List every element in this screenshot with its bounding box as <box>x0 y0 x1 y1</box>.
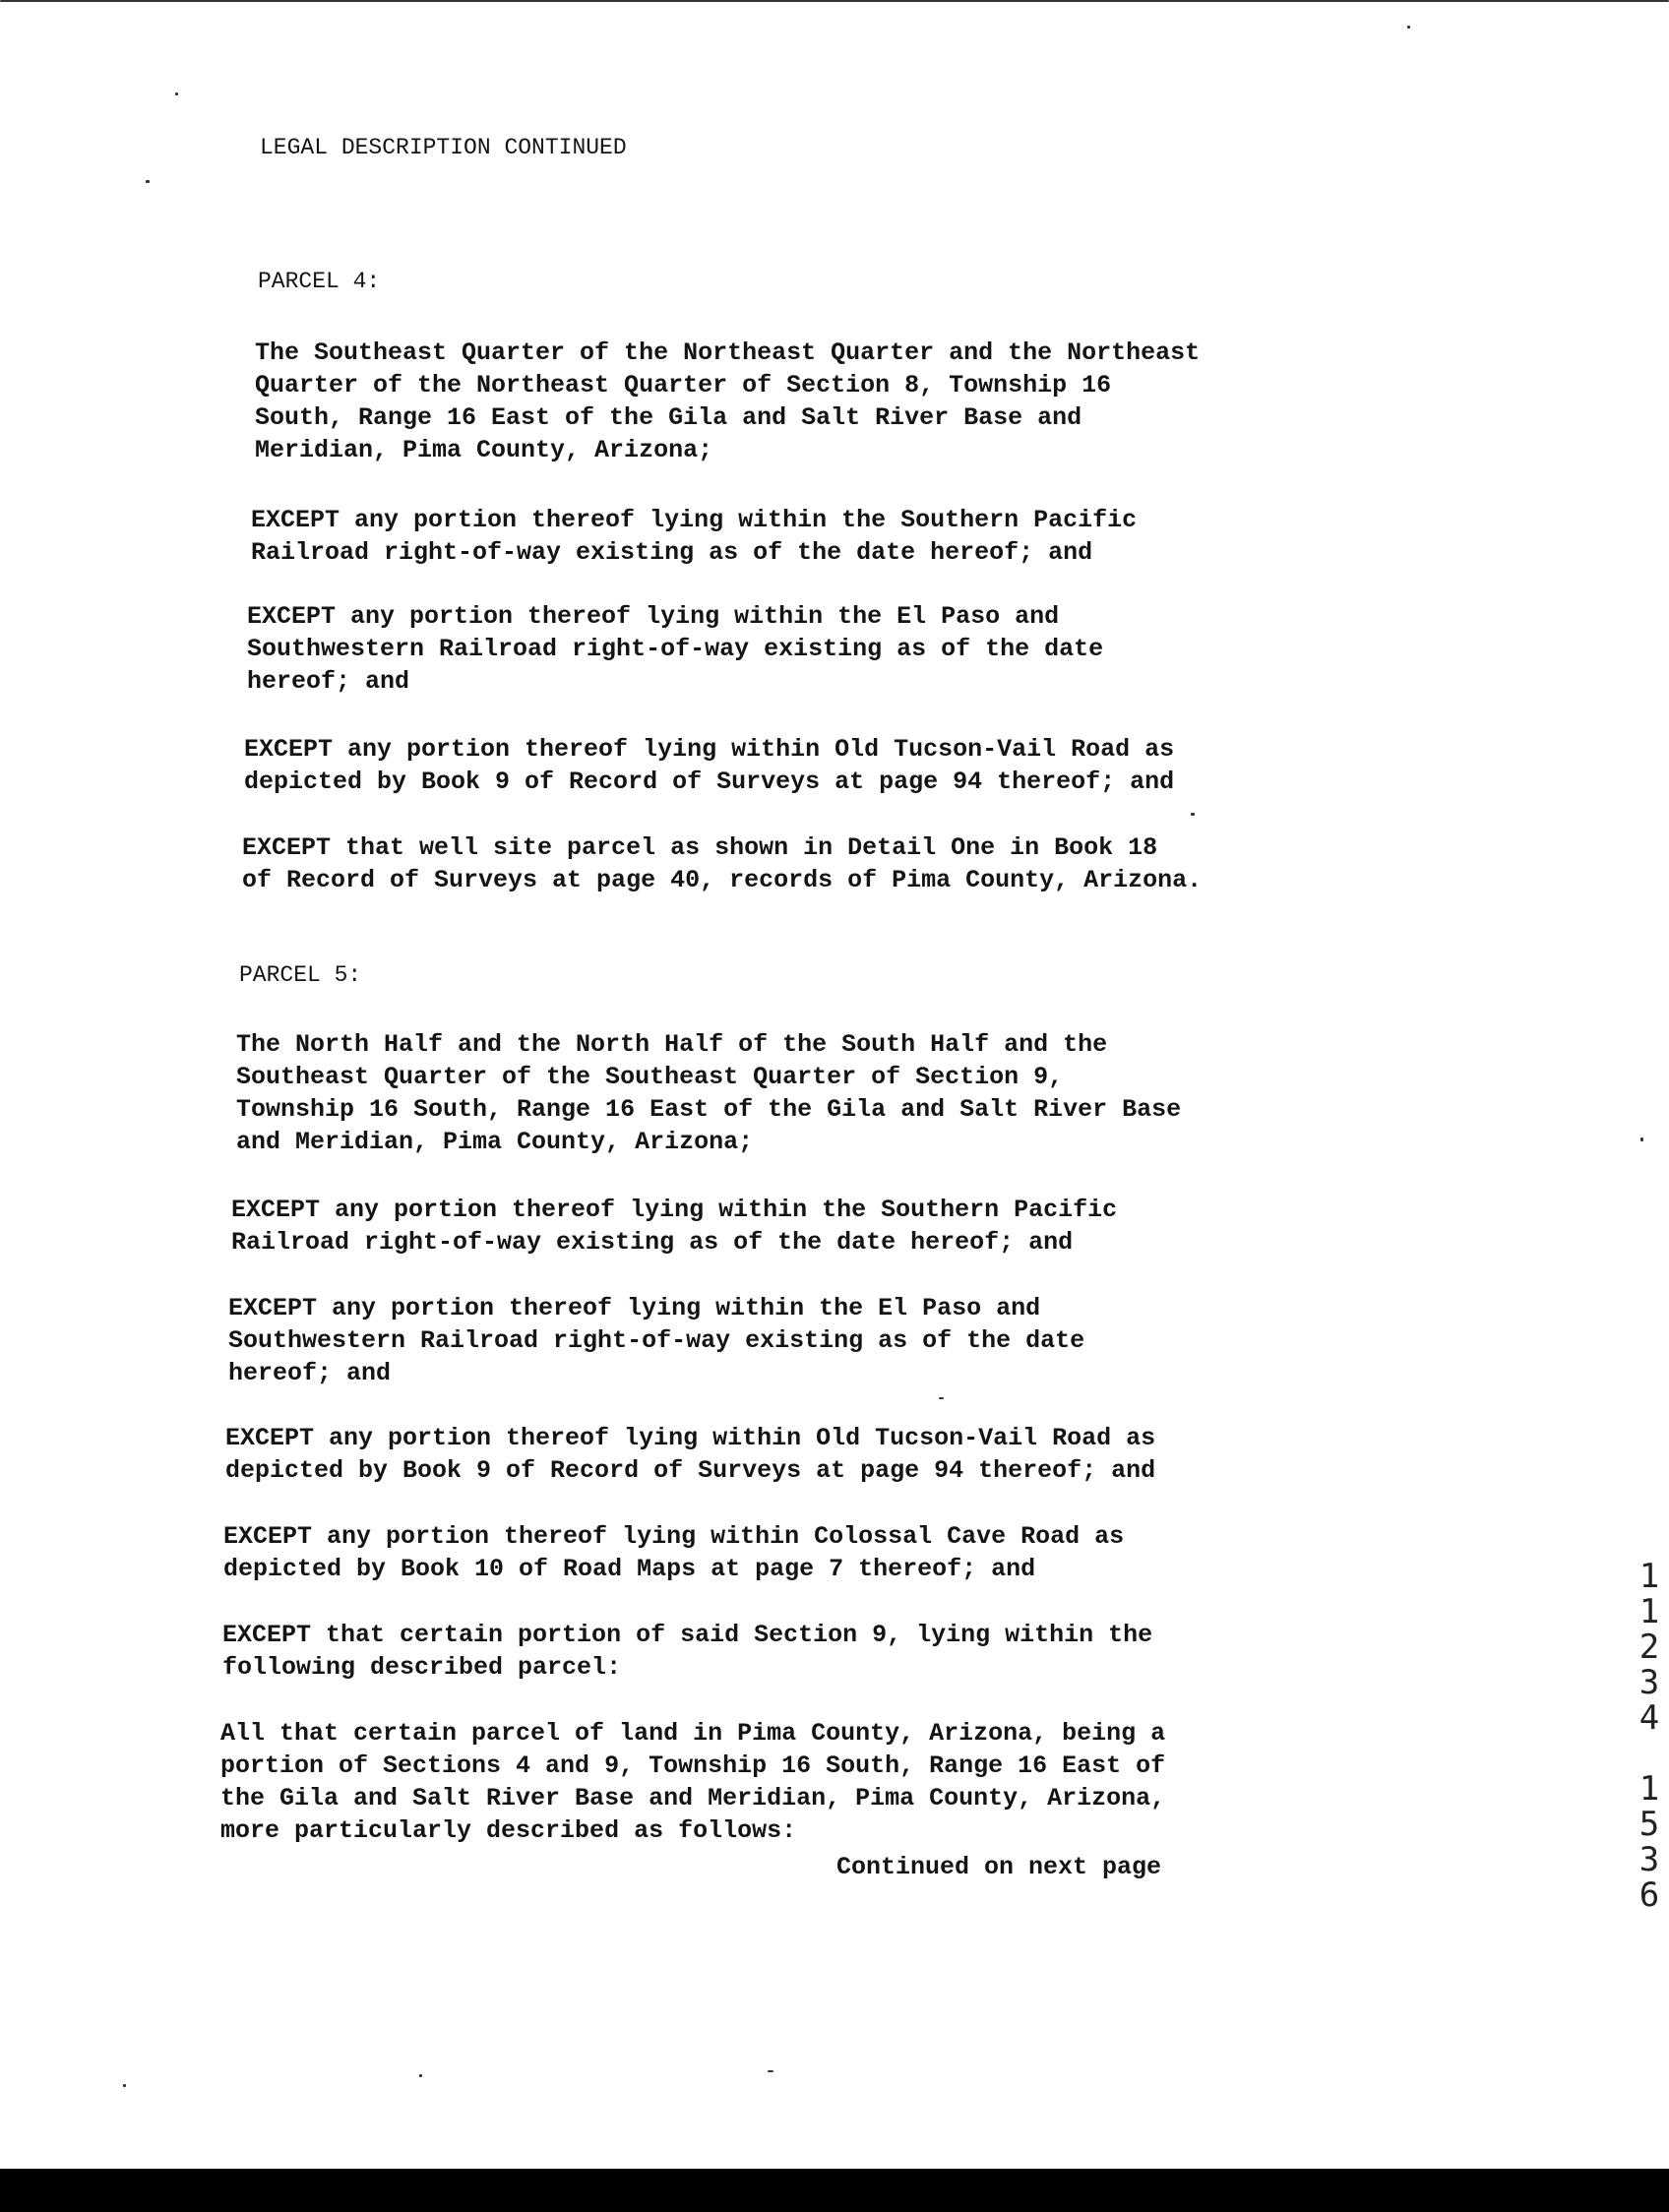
document-title: LEGAL DESCRIPTION CONTINUED <box>260 135 627 160</box>
text-line: hereof; and <box>228 1359 392 1387</box>
text-line: EXCEPT any portion thereof lying within Colossal Cave Road as <box>223 1522 1125 1551</box>
text-line: EXCEPT any portion thereof lying within Old Tucson-Vail Road as <box>225 1424 1156 1452</box>
scan-speck <box>1191 813 1195 816</box>
text-line: All that certain parcel of land in Pima County, Arizona, being a <box>220 1719 1166 1748</box>
scan-speck <box>1407 26 1410 29</box>
control-number-digit: 1 <box>1638 1592 1660 1631</box>
text-line: and Meridian, Pima County, Arizona; <box>236 1128 754 1156</box>
parcel-5-heading: PARCEL 5: <box>239 962 362 988</box>
text-line: portion of Sections 4 and 9, Township 16 South, Range 16 East of <box>220 1751 1166 1780</box>
parcel-4-except-el-paso <box>247 600 1103 698</box>
text-line: hereof; and <box>247 667 410 696</box>
parcel-5-description <box>236 1028 1181 1158</box>
text-line: Quarter of the Northeast Quarter of Section 8, Township 16 <box>255 371 1112 399</box>
scan-speck <box>1640 1137 1643 1141</box>
text-line: of Record of Surveys at page 40, records of Pima County, Arizona. <box>242 866 1203 894</box>
control-number-digit: 6 <box>1638 1875 1660 1915</box>
control-number-digit: 5 <box>1638 1805 1660 1844</box>
parcel-4-description <box>255 337 1200 466</box>
text-line: EXCEPT any portion thereof lying within Old Tucson-Vail Road as <box>244 735 1175 764</box>
text-line: Southwestern Railroad right-of-way existing as of the date <box>247 635 1104 663</box>
parcel-5-except-el-paso <box>228 1292 1084 1389</box>
parcel-4-except-old-tucson-vail <box>244 733 1174 798</box>
control-number-digit: 2 <box>1638 1628 1660 1667</box>
scan-speck <box>146 180 150 183</box>
parcel-5-except-colossal-cave <box>223 1520 1124 1585</box>
scan-speck <box>768 2070 773 2072</box>
parcel-4-heading: PARCEL 4: <box>258 269 381 294</box>
continued-on-next-page: Continued on next page <box>836 1853 1162 1881</box>
text-line: depicted by Book 9 of Record of Surveys at page 94 thereof; and <box>225 1456 1156 1485</box>
parcel-5-except-southern-pacific <box>231 1194 1117 1259</box>
control-number-digit: 4 <box>1638 1698 1660 1738</box>
parcel-5-except-old-tucson-vail <box>225 1422 1155 1487</box>
text-line: more particularly described as follows: <box>220 1816 797 1845</box>
text-line: Meridian, Pima County, Arizona; <box>255 436 713 464</box>
text-line: depicted by Book 9 of Record of Surveys at page 94 thereof; and <box>244 768 1175 796</box>
scan-speck <box>419 2074 422 2077</box>
scan-speck <box>0 0 1669 2</box>
text-line: EXCEPT that well site parcel as shown in Detail One in Book 18 <box>242 833 1158 862</box>
text-line: The Southeast Quarter of the Northeast Quarter and the Northeast <box>255 338 1201 367</box>
text-line: The North Half and the North Half of the South Half and the <box>236 1030 1108 1059</box>
text-line: Township 16 South, Range 16 East of the Gila and Salt River Base <box>236 1095 1182 1124</box>
text-line: EXCEPT any portion thereof lying within the Southern Pacific <box>251 506 1138 534</box>
text-line: Southeast Quarter of the Southeast Quarter of Section 9, <box>236 1063 1064 1091</box>
control-number-digit: 3 <box>1638 1840 1660 1879</box>
text-line: South, Range 16 East of the Gila and Salt River Base and <box>255 403 1082 432</box>
text-line: Railroad right-of-way existing as of the date hereof; and <box>251 538 1093 567</box>
scan-speck <box>175 92 178 95</box>
parcel-4-except-southern-pacific <box>251 504 1137 569</box>
text-line: EXCEPT any portion thereof lying within the El Paso and <box>247 602 1060 631</box>
scan-speck <box>123 2084 126 2087</box>
document-control-number <box>1630 1559 1669 1913</box>
control-number-digit: 3 <box>1638 1663 1660 1702</box>
control-number-digit: 1 <box>1638 1557 1660 1596</box>
text-line: Southwestern Railroad right-of-way existing as of the date <box>228 1326 1085 1355</box>
control-number-digit: 1 <box>1638 1769 1660 1809</box>
text-line: EXCEPT any portion thereof lying within the El Paso and <box>228 1294 1041 1322</box>
text-line: depicted by Book 10 of Road Maps at page 7 thereof; and <box>223 1555 1036 1583</box>
text-line: following described parcel: <box>222 1653 622 1682</box>
scan-border-bottom <box>0 2169 1669 2212</box>
parcel-4-except-well-site <box>242 831 1202 896</box>
text-line: the Gila and Salt River Base and Meridian, Pima County, Arizona, <box>220 1784 1166 1813</box>
scan-speck <box>939 1397 944 1399</box>
text-line: Railroad right-of-way existing as of the date hereof; and <box>231 1228 1074 1257</box>
text-line: EXCEPT any portion thereof lying within the Southern Pacific <box>231 1196 1118 1224</box>
parcel-5-except-section-9 <box>222 1619 1152 1684</box>
parcel-5-parcel-description <box>220 1717 1165 1847</box>
text-line: EXCEPT that certain portion of said Section 9, lying within the <box>222 1621 1153 1649</box>
control-number-digit <box>1630 1736 1669 1771</box>
